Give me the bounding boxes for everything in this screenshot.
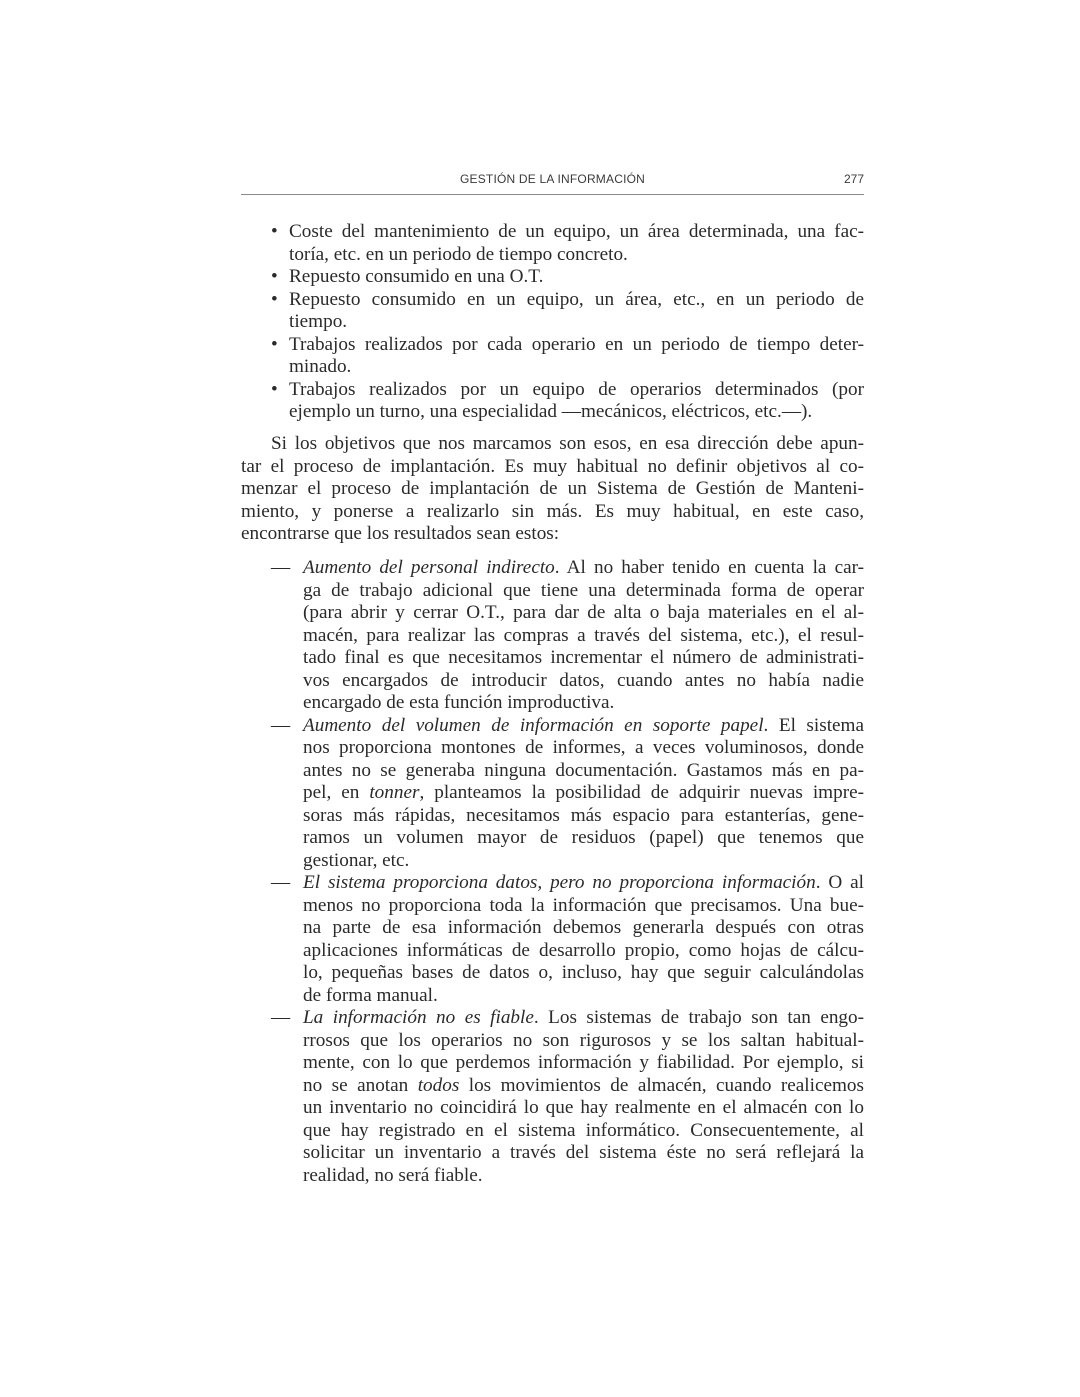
text-line: ejemplo un turno, una especialidad —mecánicos, eléctricos, etc.—). bbox=[289, 401, 813, 422]
text-line: lo, pequeñas bases de datos o, incluso, hay que seguir calculándolas bbox=[303, 962, 864, 983]
text-line: encargado de esta función improductiva. bbox=[303, 692, 615, 713]
text-line: (para abrir y cerrar O.T., para dar de alta o baja materiales en el al- bbox=[303, 602, 864, 623]
text-line: minado. bbox=[289, 356, 352, 377]
item-heading: El sistema proporciona datos, pero no proporciona información bbox=[303, 872, 816, 893]
text-line: menos no proporciona toda la información que precisamos. Una bue- bbox=[303, 894, 864, 916]
item-heading: Aumento del volumen de información en soporte papel bbox=[303, 714, 764, 736]
text-segment: . Los sistemas de trabajo son tan engo- bbox=[533, 1007, 865, 1028]
text-line: de forma manual. bbox=[303, 984, 438, 1006]
em-dash-icon: — bbox=[271, 714, 291, 736]
text-line: toría, etc. en un periodo de tiempo concreto. bbox=[289, 243, 628, 265]
text-line: tiempo. bbox=[289, 311, 348, 332]
dash-list bbox=[241, 557, 864, 1187]
list-item bbox=[241, 872, 864, 1007]
text-line: macén, para realizar las compras a través del sistema, etc.), el resul- bbox=[303, 624, 864, 646]
list-item bbox=[241, 379, 864, 424]
text-line: Repuesto consumido en una O.T. bbox=[289, 266, 544, 287]
text-line: Trabajos realizados por un equipo de operarios determinados (por bbox=[289, 378, 864, 400]
text-line: mente, con lo que perdemos información y fiabilidad. Por ejemplo, si bbox=[303, 1052, 864, 1073]
running-header bbox=[241, 172, 864, 188]
text-line: encontrarse que los resultados sean estos: bbox=[241, 523, 560, 544]
bullet-icon: • bbox=[271, 333, 278, 355]
emphasis-text: tonner bbox=[369, 782, 420, 803]
text-line: Coste del mantenimiento de un equipo, un área determinada, una fac- bbox=[289, 221, 864, 242]
page-number: 277 bbox=[843, 172, 864, 186]
item-heading: La información no es fiable bbox=[303, 1007, 534, 1028]
text-segment: no se anotan bbox=[303, 1074, 418, 1096]
list-item bbox=[241, 334, 864, 379]
text-segment: , planteamos la posibilidad de adquirir nuevas impre- bbox=[419, 782, 864, 803]
text-line: ramos un volumen mayor de residuos (papel) que tenemos que bbox=[303, 827, 864, 848]
em-dash-icon: — bbox=[271, 557, 291, 578]
body-paragraph bbox=[241, 433, 864, 546]
text-line: soras más rápidas, necesitamos más espacio para estanterías, gene- bbox=[303, 804, 864, 826]
text-segment: . O al bbox=[815, 872, 864, 893]
text-line: miento, y ponerse a realizarlo sin más. Es muy habitual, en este caso, bbox=[241, 500, 864, 522]
text-line bbox=[303, 557, 864, 580]
bullet-icon: • bbox=[271, 288, 278, 310]
text-segment: . Al no haber tenido en cuenta la car- bbox=[554, 557, 864, 578]
text-line: Trabajos realizados por cada operario en un periodo de tiempo deter- bbox=[289, 333, 864, 355]
header-divider bbox=[241, 194, 864, 195]
bullet-list bbox=[241, 221, 864, 424]
text-line: tar el proceso de implantación. Es muy habitual no definir objetivos al co- bbox=[241, 455, 864, 477]
text-line: gestionar, etc. bbox=[303, 849, 410, 871]
text-line bbox=[303, 1075, 864, 1098]
list-item bbox=[241, 1007, 864, 1187]
list-item bbox=[241, 715, 864, 873]
text-line: tado final es que necesitamos incrementar el número de administrati- bbox=[303, 647, 864, 668]
text-line bbox=[303, 715, 864, 738]
text-segment: pel, en bbox=[303, 782, 370, 803]
text-line: Repuesto consumido en un equipo, un área, etc., en un periodo de bbox=[289, 288, 864, 310]
list-item bbox=[241, 557, 864, 715]
list-item bbox=[241, 289, 864, 334]
text-line: Si los objetivos que nos marcamos son esos, en esa dirección debe apun- bbox=[271, 433, 864, 454]
text-line bbox=[303, 872, 864, 895]
text-segment: los movimientos de almacén, cuando realicemos bbox=[459, 1074, 864, 1096]
text-line: menzar el proceso de implantación de un Sistema de Gestión de Manteni- bbox=[241, 478, 864, 499]
text-line: aplicaciones informáticas de desarrollo propio, como hojas de cálcu- bbox=[303, 939, 864, 961]
item-heading: Aumento del personal indirecto bbox=[303, 557, 555, 578]
bullet-icon: • bbox=[271, 221, 278, 242]
running-header-title: GESTIÓN DE LA INFORMACIÓN bbox=[459, 172, 646, 186]
text-line bbox=[303, 1007, 864, 1030]
bullet-icon: • bbox=[271, 378, 278, 400]
text-line: un inventario no coincidirá lo que hay realmente en el almacén con lo bbox=[303, 1097, 864, 1118]
text-line: rrosos que los operarios no son rigurosos y se los saltan habitual- bbox=[303, 1029, 864, 1051]
text-line: realidad, no será fiable. bbox=[303, 1164, 483, 1186]
list-item bbox=[241, 266, 864, 289]
text-line: nos proporciona montones de informes, a veces voluminosos, donde bbox=[303, 737, 864, 758]
text-line: na parte de esa información debemos generarla después con otras bbox=[303, 917, 864, 938]
em-dash-icon: — bbox=[271, 1007, 291, 1028]
list-item bbox=[241, 221, 864, 266]
text-line: ga de trabajo adicional que tiene una determinada forma de operar bbox=[303, 579, 864, 601]
text-line: vos encargados de introducir datos, cuando antes no había nadie bbox=[303, 669, 864, 691]
bullet-icon: • bbox=[271, 266, 278, 287]
text-line bbox=[303, 782, 864, 805]
text-line: solicitar un inventario a través del sistema éste no será reflejará la bbox=[303, 1142, 864, 1163]
text-segment: . El sistema bbox=[763, 714, 864, 736]
text-line: que hay registrado en el sistema informático. Consecuentemente, al bbox=[303, 1119, 864, 1141]
em-dash-icon: — bbox=[271, 872, 291, 893]
text-line: antes no se generaba ninguna documentación. Gastamos más en pa- bbox=[303, 759, 864, 781]
emphasis-text: todos bbox=[417, 1074, 460, 1096]
